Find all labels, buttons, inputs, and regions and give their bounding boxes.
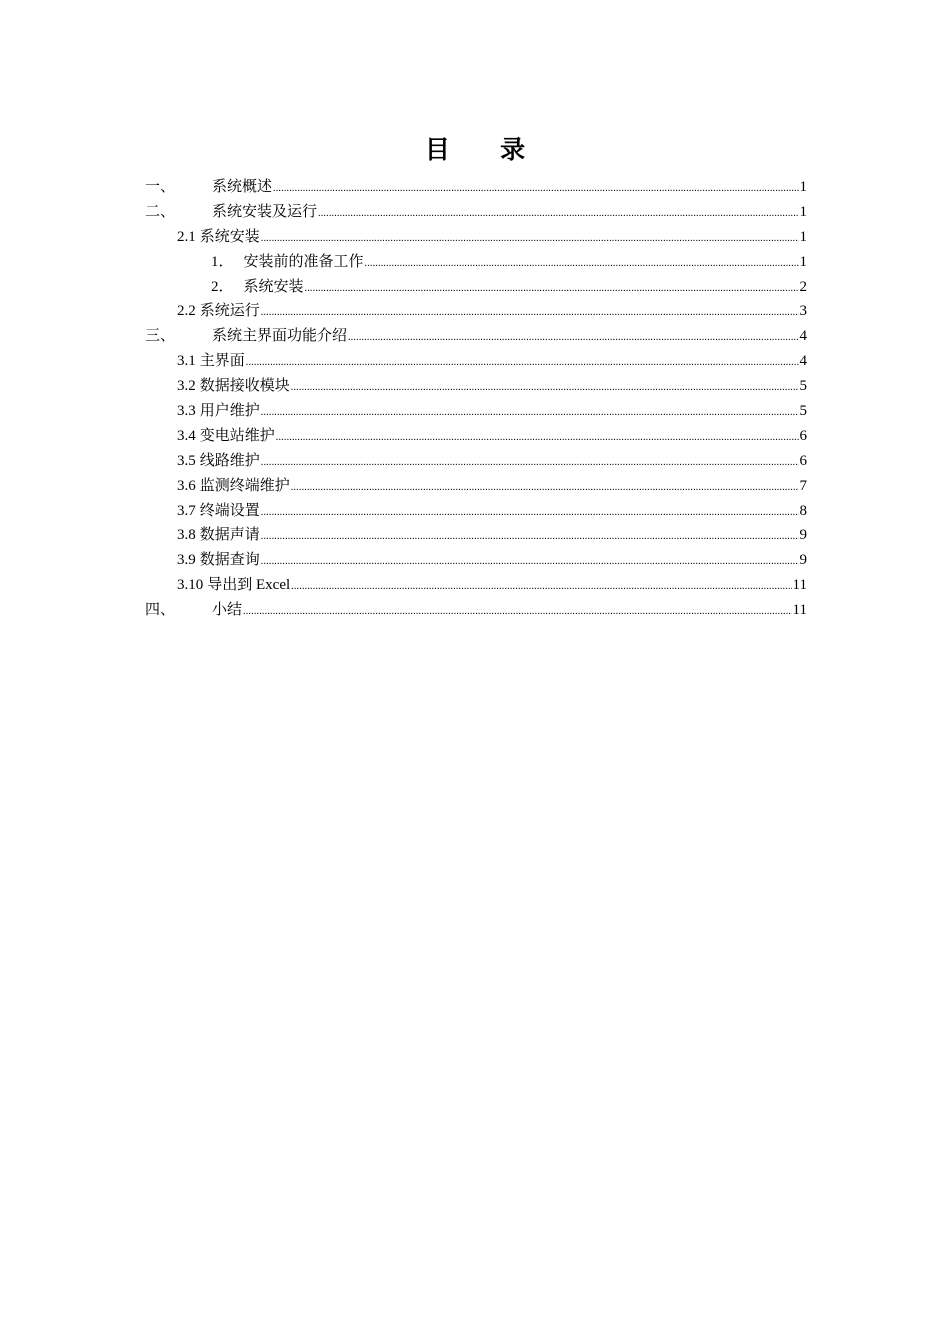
toc-page-number: 3 — [799, 303, 807, 320]
toc-entry-label: 小结 — [212, 602, 243, 619]
toc-entry-3-4[interactable] — [145, 424, 807, 449]
toc-entry-3-2[interactable] — [145, 374, 807, 399]
toc-entry-3-10[interactable] — [145, 573, 807, 598]
toc-dot-leader — [291, 376, 799, 401]
toc-page-number: 1 — [799, 179, 807, 195]
toc-entry-label: 变电站维护 — [199, 427, 275, 444]
toc-page-number: 11 — [792, 602, 807, 619]
toc-entry-label: 线路维护 — [199, 452, 260, 469]
toc-dot-leader — [261, 401, 799, 426]
toc-page-number: 1 — [799, 228, 807, 245]
toc-dot-leader — [261, 525, 799, 550]
toc-entry-2-1-1[interactable] — [145, 250, 807, 275]
toc-entry-number: 2.1 — [177, 228, 196, 245]
toc-entry-2-1[interactable] — [145, 225, 807, 250]
toc-entry-number: 3.3 — [177, 403, 196, 420]
toc-entry-label: 系统主界面功能介绍 — [212, 328, 348, 345]
toc-entry-label: 用户维护 — [199, 403, 260, 420]
toc-entry-3-7[interactable] — [145, 499, 807, 524]
toc-entry-2-1-2[interactable] — [145, 275, 807, 300]
toc-page-number: 11 — [792, 577, 807, 594]
toc-entry-number: 1． — [211, 253, 234, 270]
toc-dot-leader — [291, 476, 799, 501]
toc-entry-number: 四、 — [145, 602, 176, 619]
toc-page-number: 9 — [799, 527, 807, 544]
toc-entry-label: 数据查询 — [199, 552, 260, 569]
toc-page-number: 5 — [799, 378, 807, 395]
toc-page-number: 1 — [799, 203, 807, 220]
toc-entry-label: 数据声请 — [199, 527, 260, 544]
toc-entry-label: 系统概述 — [212, 179, 273, 195]
toc-entry-label: 导出到 Excel — [207, 577, 291, 594]
toc-entry-label: 系统运行 — [199, 303, 260, 320]
toc-page-number: 6 — [799, 452, 807, 469]
toc-dot-leader — [261, 451, 799, 476]
toc-dot-leader — [365, 252, 799, 277]
toc-dot-leader — [291, 575, 791, 600]
toc-entry-number: 3.5 — [177, 452, 196, 469]
toc-page-number: 9 — [799, 552, 807, 569]
toc-entry-3-3[interactable] — [145, 399, 807, 424]
toc-dot-leader — [261, 301, 799, 326]
toc-entry-3-9[interactable] — [145, 548, 807, 573]
toc-dot-leader — [348, 326, 798, 351]
toc-entry-number: 三、 — [145, 328, 176, 345]
toc-page-number: 7 — [799, 477, 807, 494]
toc-entry-number: 一、 — [145, 179, 176, 195]
toc-entry-3-1[interactable] — [145, 349, 807, 374]
toc-entry-number: 3.4 — [177, 427, 196, 444]
toc-title: 目 录 — [424, 137, 548, 164]
toc-page-number: 5 — [799, 403, 807, 420]
toc-dot-leader — [318, 202, 798, 227]
toc-entry-label: 数据接收模块 — [199, 378, 290, 395]
toc-entry-label: 系统安装 — [199, 228, 260, 245]
toc-entry-number: 3.9 — [177, 552, 196, 569]
toc-entry-label: 系统安装 — [243, 278, 304, 295]
toc-entry-number: 二、 — [145, 203, 176, 220]
toc-dot-leader — [243, 600, 792, 625]
toc-entry-label: 系统安装及运行 — [212, 203, 318, 220]
toc-entry-number: 3.7 — [177, 502, 196, 519]
toc-entry-label: 监测终端维护 — [199, 477, 290, 494]
toc-dot-leader — [273, 177, 798, 202]
toc-entry-number: 2． — [211, 278, 234, 295]
toc-dot-leader — [305, 277, 799, 302]
toc-entry-3-8[interactable] — [145, 523, 807, 548]
toc-entry-number: 3.8 — [177, 527, 196, 544]
toc-entry-section-1[interactable] — [145, 175, 807, 200]
toc-entry-number: 2.2 — [177, 303, 196, 320]
toc-page-number: 1 — [799, 253, 807, 270]
toc-entry-2-2[interactable] — [145, 299, 807, 324]
toc-entry-section-2[interactable] — [145, 200, 807, 225]
toc-list — [145, 175, 807, 623]
toc-entry-label: 终端设置 — [199, 502, 260, 519]
toc-entry-3-5[interactable] — [145, 449, 807, 474]
toc-entry-number: 3.10 — [177, 577, 204, 594]
toc-page-number: 6 — [799, 427, 807, 444]
toc-page-number: 4 — [799, 353, 807, 370]
toc-page-number: 4 — [799, 328, 807, 345]
toc-entry-section-3[interactable] — [145, 324, 807, 349]
toc-entry-label: 主界面 — [199, 353, 245, 370]
toc-entry-number: 3.2 — [177, 378, 196, 395]
toc-dot-leader — [261, 550, 799, 575]
toc-entry-number: 3.1 — [177, 353, 196, 370]
toc-dot-leader — [276, 426, 799, 451]
toc-entry-number: 3.6 — [177, 477, 196, 494]
toc-entry-3-6[interactable] — [145, 474, 807, 499]
toc-dot-leader — [246, 351, 799, 376]
toc-page-number: 2 — [799, 278, 807, 295]
toc-dot-leader — [261, 501, 799, 526]
toc-entry-section-4[interactable] — [145, 598, 807, 623]
toc-dot-leader — [261, 227, 799, 252]
toc-entry-label: 安装前的准备工作 — [243, 253, 364, 270]
toc-page-number: 8 — [799, 502, 807, 519]
